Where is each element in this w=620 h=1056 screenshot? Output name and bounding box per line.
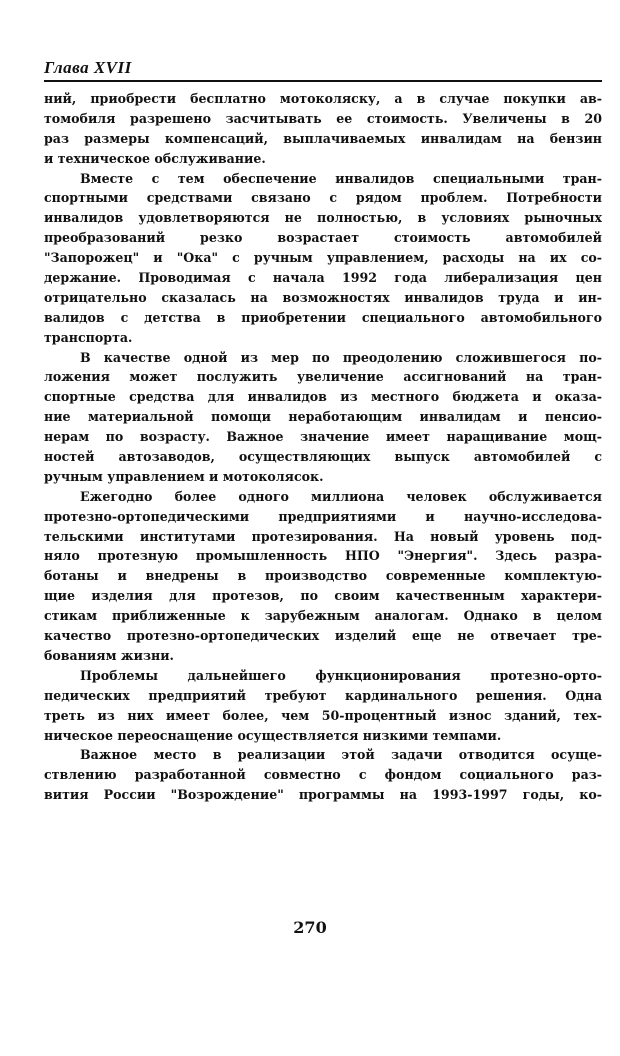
- text-line: инвалидов удовлетворяются не полностью, в условиях рыночных: [44, 210, 602, 226]
- chapter-header: Глава XVII: [44, 58, 132, 77]
- text-line: щие изделия для протезов, по своим качественным характери-: [44, 588, 602, 604]
- paragraph: [44, 745, 602, 805]
- text-line: няло протезную промышленность НПО "Энергия". Здесь разра-: [44, 548, 602, 564]
- text-line: бованиям жизни.: [44, 647, 174, 663]
- text-line: раз размеры компенсаций, выплачиваемых инвалидам на бензин: [44, 130, 602, 146]
- text-line: спортные средства для инвалидов из местного бюджета и оказа-: [44, 389, 602, 405]
- paragraph: [44, 348, 602, 487]
- paragraph: [44, 169, 602, 348]
- paragraph: [44, 666, 602, 746]
- text-line: томобиля разрешено засчитывать ее стоимость. Увеличены в 20: [44, 110, 602, 126]
- header-rule: [44, 80, 602, 82]
- text-line: транспорта.: [44, 329, 133, 345]
- text-line: нерам по возрасту. Важное значение имеет наращивание мощ-: [44, 429, 602, 445]
- text-line: ностей автозаводов, осуществляющих выпуск автомобилей с: [44, 449, 602, 465]
- text-line: педических предприятий требуют кардинального решения. Одна: [44, 687, 602, 703]
- paragraph: [44, 487, 602, 666]
- text-line: В качестве одной из мер по преодолению сложившегося по-: [80, 349, 602, 365]
- text-line: качество протезно-ортопедических изделий еще не отвечает тре-: [44, 628, 602, 644]
- text-line: вития России "Возрождение" программы на 1993-1997 годы, ко-: [44, 787, 602, 803]
- text-line: ний, приобрести бесплатно мотоколяску, а в случае покупки ав-: [44, 91, 602, 106]
- text-line: ручным управлением и мотоколясок.: [44, 468, 324, 484]
- text-line: тельскими институтами протезирования. На новый уровень под-: [44, 528, 602, 544]
- body-text: [44, 89, 602, 805]
- text-line: ботаны и внедрены в производство современные комплектую-: [44, 568, 602, 584]
- text-line: и техническое обслуживание.: [44, 150, 266, 166]
- text-line: стикам приближенные к зарубежным аналогам. Однако в целом: [44, 608, 602, 624]
- text-line: ние материальной помощи неработающим инвалидам и пенсио-: [44, 409, 602, 425]
- text-line: Вместе с тем обеспечение инвалидов специальными тран-: [80, 170, 602, 186]
- text-line: держание. Проводимая с начала 1992 года либерализация цен: [44, 270, 602, 286]
- text-line: спортными средствами связано с рядом проблем. Потребности: [44, 190, 602, 206]
- text-line: Ежегодно более одного миллиона человек обслуживается: [80, 488, 602, 504]
- page-number: 270: [293, 918, 327, 937]
- text-line: преобразований резко возрастает стоимость автомобилей: [44, 230, 602, 246]
- text-line: валидов с детства в приобретении специального автомобильного: [44, 309, 602, 325]
- text-line: "Запорожец" и "Ока" с ручным управлением, расходы на их со-: [44, 250, 602, 266]
- text-line: отрицательно сказалась на возможностях инвалидов труда и ин-: [44, 289, 602, 305]
- paragraph: [44, 89, 602, 169]
- text-line: ствлению разработанной совместно с фондом социального раз-: [44, 767, 602, 783]
- text-line: ническое переоснащение осуществляется низкими темпами.: [44, 727, 502, 743]
- text-line: Проблемы дальнейшего функционирования протезно-орто-: [80, 667, 602, 683]
- text-line: ложения может послужить увеличение ассигнований на тран-: [44, 369, 602, 385]
- text-line: Важное место в реализации этой задачи отводится осуще-: [80, 747, 602, 763]
- text-line: треть из них имеет более, чем 50-процентный износ зданий, тех-: [44, 707, 602, 723]
- text-line: протезно-ортопедическими предприятиями и научно-исследова-: [44, 508, 602, 524]
